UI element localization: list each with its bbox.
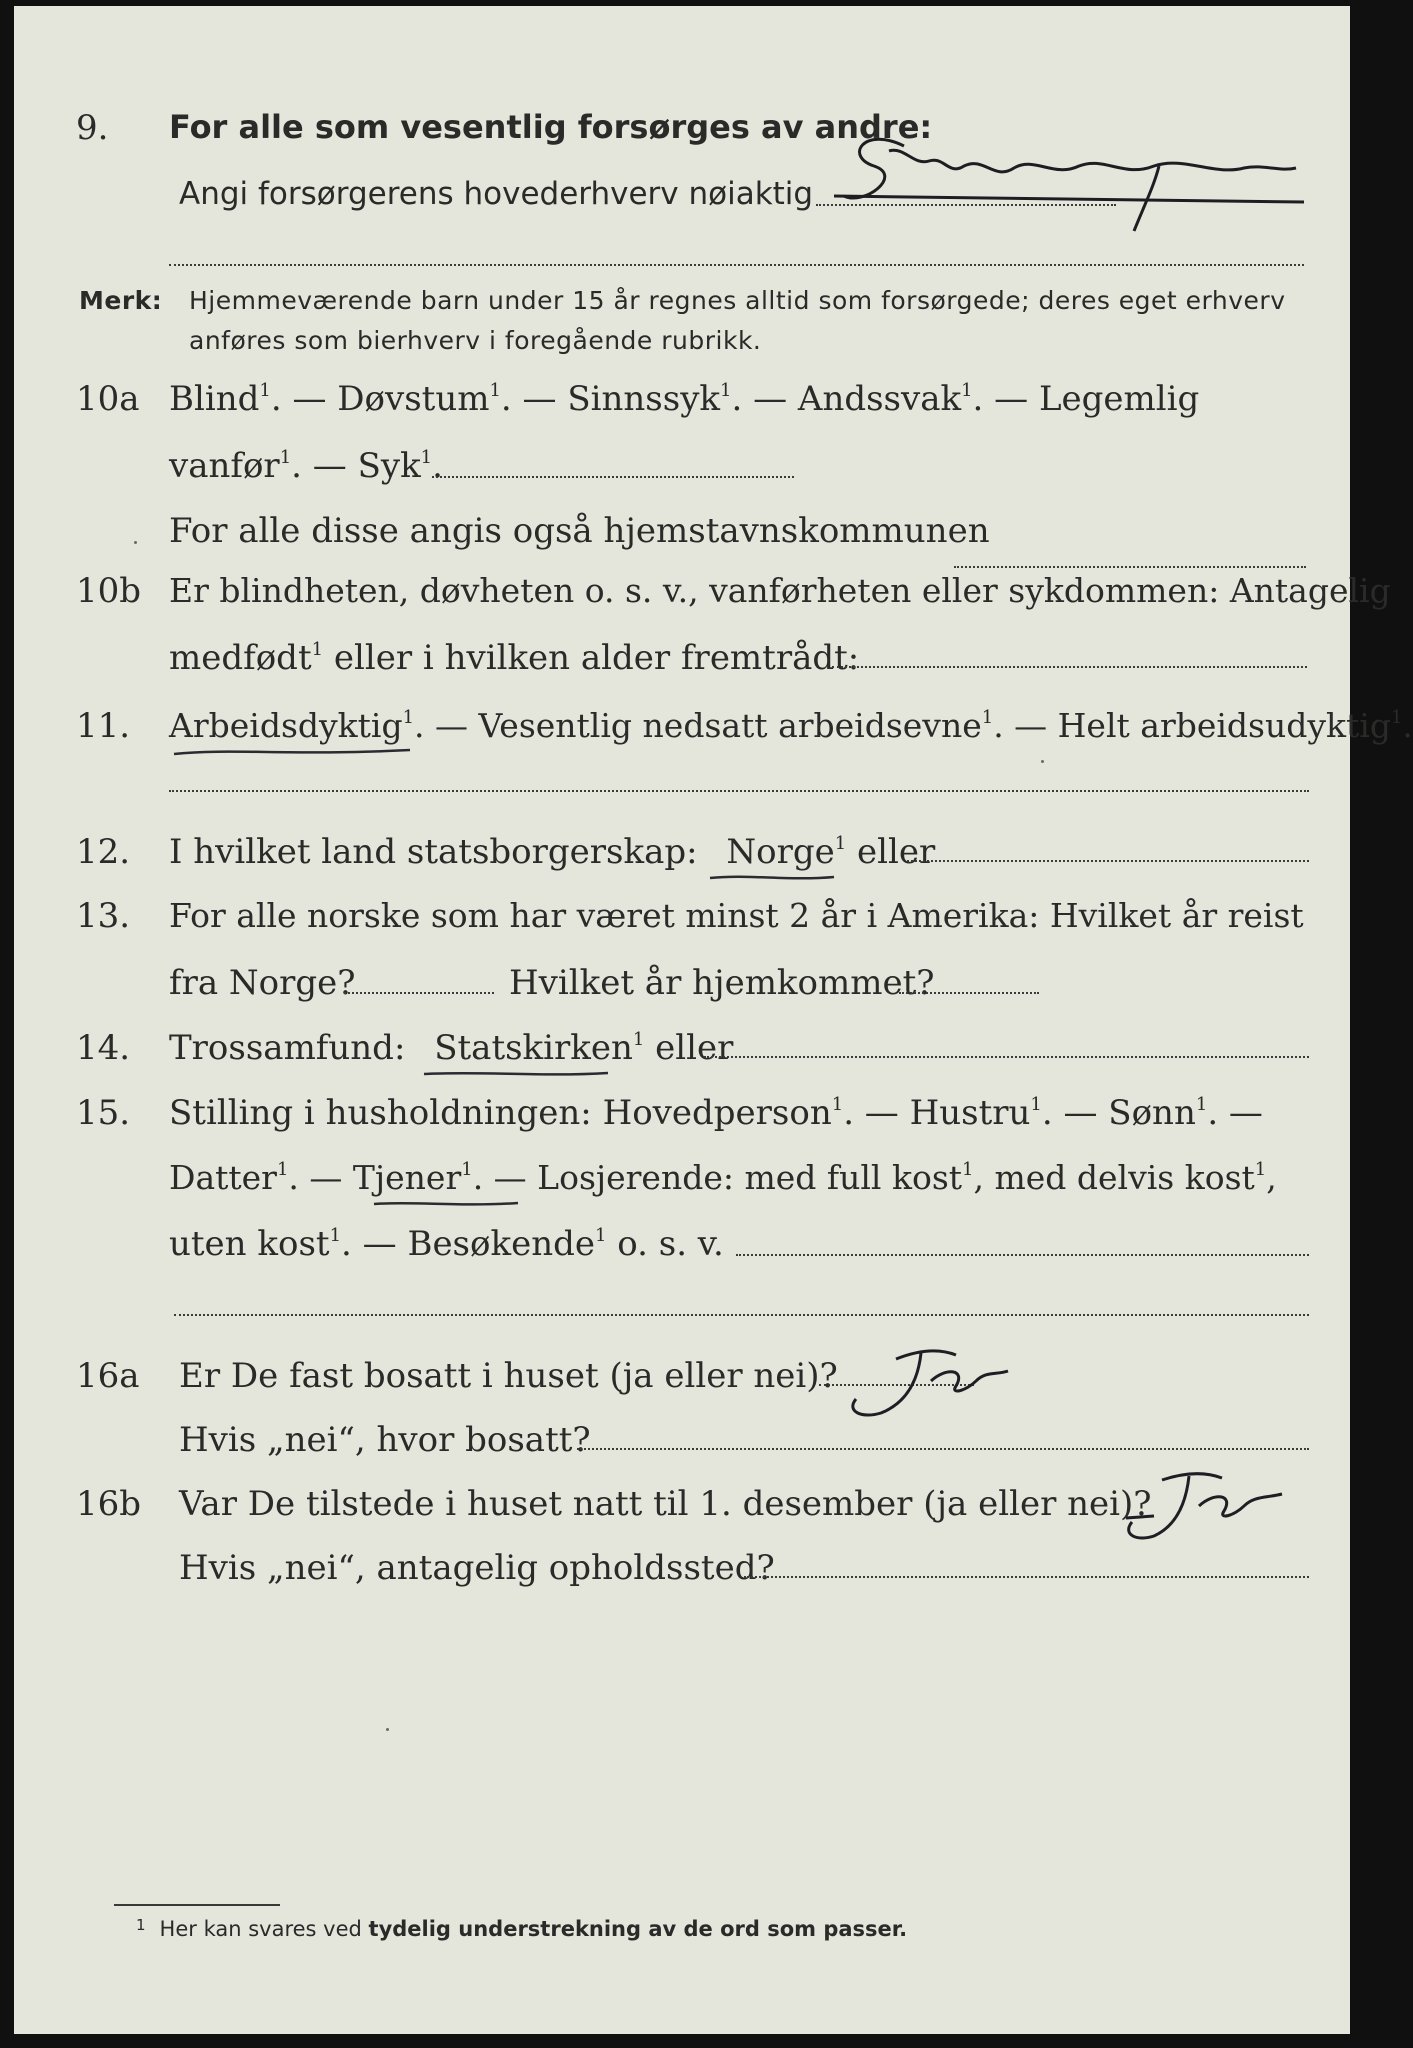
- q15-answer-line: [736, 1254, 1309, 1256]
- q10a-text-line2: vanfør$^1$. — Syk$^1$.: [169, 446, 443, 486]
- q15-underline-mark: [372, 1198, 522, 1206]
- q13-text-line1: For alle norske som har været minst 2 år i Amerika: Hvilket år reist: [169, 896, 1304, 935]
- q11-number: 11.: [76, 706, 131, 746]
- q16b-handwritten-answer: [1114, 1466, 1294, 1546]
- q11-answer-line: [169, 790, 1309, 792]
- q16a-text-line1: Er De fast bosatt i huset (ja eller nei)?: [179, 1356, 838, 1396]
- paper-speck: [386, 1728, 389, 1731]
- census-form-page: [14, 6, 1413, 2034]
- q16b-number: 16b: [76, 1484, 142, 1524]
- q13-number: 13.: [76, 896, 131, 936]
- q10a-text-line3: For alle disse angis også hjemstavnskommunen: [169, 511, 990, 551]
- q14-answer-line: [704, 1056, 1309, 1058]
- q9-text-line1: For alle som vesentlig forsørges av andre:: [169, 108, 933, 146]
- q16b-place-line: [744, 1576, 1309, 1578]
- q10a-number: 10a: [76, 379, 140, 419]
- paper-speck: [1041, 760, 1044, 763]
- q10a-hometown-line: [954, 566, 1306, 568]
- q12-text: I hvilket land statsborgerskap: Norge$^1$ eller: [169, 832, 936, 872]
- q16b-text-line1: Var De tilstede i huset natt til 1. desember (ja eller nei)?: [179, 1484, 1152, 1524]
- q15-text-line3: uten kost$^1$. — Besøkende$^1$ o. s. v.: [169, 1224, 724, 1264]
- q10b-answer-line: [832, 666, 1307, 668]
- q15-text-line2: Datter$^1$. — Tjener$^1$. — Losjerende: med full kost$^1$, med delvis kost$^1$,: [169, 1158, 1277, 1197]
- paper-speck: [134, 541, 137, 544]
- q12-number: 12.: [76, 832, 131, 872]
- footnote-text: $^1$ Her kan svares ved tydelig understrekning av de ord som passer.: [136, 1916, 908, 1941]
- q16a-number: 16a: [76, 1356, 140, 1396]
- merk-text-line2: anføres som bierhverv i foregående rubrikk.: [189, 326, 762, 355]
- q9-number: 9.: [76, 108, 109, 148]
- q14-number: 14.: [76, 1028, 131, 1068]
- merk-text-line1: Hjemmeværende barn under 15 år regnes alltid som forsørgede; deres eget erhverv: [189, 286, 1286, 315]
- q16a-where-line: [577, 1448, 1309, 1450]
- q9-handwritten-answer: [834, 106, 1314, 256]
- q15-answer-line-2: [174, 1314, 1309, 1316]
- q15-number: 15.: [76, 1093, 131, 1133]
- q14-underline-mark: [422, 1068, 612, 1076]
- q14-text: Trossamfund: Statskirken$^1$ eller: [169, 1028, 734, 1068]
- merk-label: Merk:: [79, 286, 163, 315]
- q13-year-left-line: [344, 992, 494, 994]
- q9-text-line2: Angi forsørgerens hovederhverv nøiaktig: [179, 176, 814, 212]
- q10a-text-line1: Blind$^1$. — Døvstum$^1$. — Sinnssyk$^1$. — Andssvak$^1$. — Legemlig: [169, 379, 1200, 419]
- q9-answer-line-2: [169, 264, 1304, 266]
- q10a-answer-line: [432, 476, 794, 478]
- q16b-text-line2: Hvis „nei“, antagelig opholdssted?: [179, 1548, 775, 1588]
- q16a-text-line2: Hvis „nei“, hvor bosatt?: [179, 1420, 591, 1460]
- q13-text-line2b: Hvilket år hjemkommet?: [509, 963, 935, 1003]
- q12-answer-line: [907, 860, 1309, 862]
- q13-year-returned-line: [899, 992, 1039, 994]
- q12-underline-mark: [708, 872, 838, 880]
- q13-text-line2a: fra Norge?: [169, 963, 356, 1003]
- q10b-text-line2: medfødt$^1$ eller i hvilken alder fremtrådt:: [169, 638, 860, 678]
- q10b-text-line1: Er blindheten, døvheten o. s. v., vanførheten eller sykdommen: Antagelig: [169, 571, 1391, 610]
- q15-text-line1: Stilling i husholdningen: Hovedperson$^1$. — Hustru$^1$. — Sønn$^1$. —: [169, 1093, 1263, 1133]
- q11-underline-mark: [172, 746, 412, 754]
- q10b-number: 10b: [76, 571, 142, 611]
- footnote-rule: [114, 1904, 280, 1906]
- q16a-handwritten-answer: [826, 1341, 1016, 1421]
- q11-text: Arbeidsdyktig$^1$. — Vesentlig nedsatt arbeidsevne$^1$. — Helt arbeidsudyktig$^1$.: [169, 706, 1413, 745]
